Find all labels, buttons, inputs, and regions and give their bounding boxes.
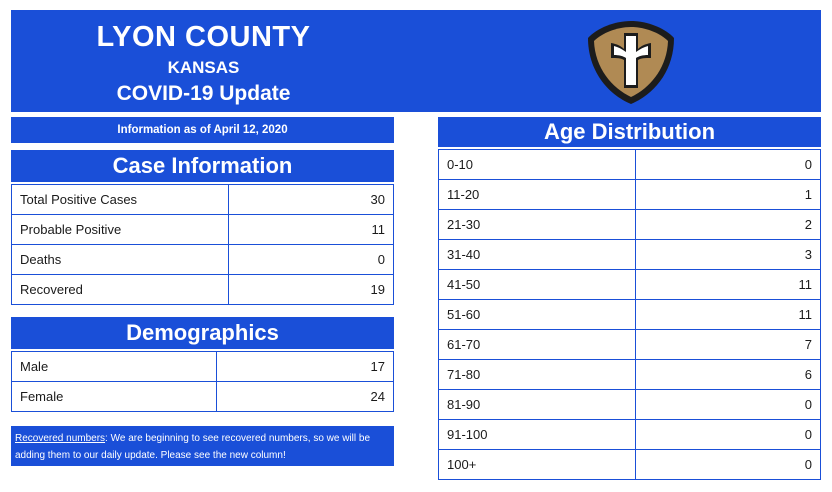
- case-label: Recovered: [12, 275, 229, 305]
- info-date-banner: Information as of April 12, 2020: [11, 117, 394, 143]
- recovered-note-link: Recovered numbers: [15, 433, 106, 444]
- table-row: [439, 390, 821, 420]
- demographic-value: 17: [217, 352, 394, 382]
- age-range-label: 0-10: [439, 150, 636, 180]
- age-range-label: 91-100: [439, 420, 636, 450]
- age-range-label: 71-80: [439, 360, 636, 390]
- table-row: [439, 210, 821, 240]
- table-row: [439, 450, 821, 480]
- county-title: LYON COUNTY: [96, 21, 311, 53]
- recovered-note-text: : We are beginning to see recovered numbers, so we will be adding them to our daily update. Please see the new column!: [15, 433, 371, 461]
- table-row: [439, 330, 821, 360]
- age-count-value: 11: [636, 300, 821, 330]
- age-count-value: 1: [636, 180, 821, 210]
- table-row: [439, 300, 821, 330]
- case-info-table: [11, 184, 394, 305]
- age-count-value: 0: [636, 420, 821, 450]
- demographics-table: [11, 351, 394, 412]
- update-title: COVID-19 Update: [116, 82, 291, 105]
- table-row: [439, 240, 821, 270]
- age-range-label: 31-40: [439, 240, 636, 270]
- demographics-title: Demographics: [11, 317, 394, 349]
- case-label: Total Positive Cases: [12, 185, 229, 215]
- case-label: Deaths: [12, 245, 229, 275]
- age-count-value: 2: [636, 210, 821, 240]
- age-count-value: 0: [636, 390, 821, 420]
- age-count-value: 0: [636, 450, 821, 480]
- case-label: Probable Positive: [12, 215, 229, 245]
- age-range-label: 100+: [439, 450, 636, 480]
- table-row: [12, 185, 394, 215]
- demographic-label: Male: [12, 352, 217, 382]
- age-count-value: 7: [636, 330, 821, 360]
- demographic-value: 24: [217, 382, 394, 412]
- case-value: 0: [229, 245, 394, 275]
- age-count-value: 6: [636, 360, 821, 390]
- shield-cross-icon: [585, 18, 677, 106]
- table-row: [439, 360, 821, 390]
- case-value: 19: [229, 275, 394, 305]
- state-title: KANSAS: [167, 58, 240, 77]
- table-row: [439, 150, 821, 180]
- case-value: 30: [229, 185, 394, 215]
- table-row: [12, 275, 394, 305]
- age-range-label: 21-30: [439, 210, 636, 240]
- age-range-label: 41-50: [439, 270, 636, 300]
- title-block: [11, 10, 396, 112]
- recovered-note: [11, 426, 394, 466]
- age-range-label: 81-90: [439, 390, 636, 420]
- table-row: [12, 245, 394, 275]
- age-range-label: 51-60: [439, 300, 636, 330]
- table-row: [439, 270, 821, 300]
- table-row: [439, 420, 821, 450]
- age-count-value: 3: [636, 240, 821, 270]
- table-row: [12, 215, 394, 245]
- age-distribution-title: Age Distribution: [438, 117, 821, 147]
- table-row: [12, 382, 394, 412]
- age-distribution-table: [438, 149, 821, 480]
- age-count-value: 11: [636, 270, 821, 300]
- age-range-label: 61-70: [439, 330, 636, 360]
- age-count-value: 0: [636, 150, 821, 180]
- case-info-title: Case Information: [11, 150, 394, 182]
- table-row: [439, 180, 821, 210]
- table-row: [12, 352, 394, 382]
- case-value: 11: [229, 215, 394, 245]
- age-range-label: 11-20: [439, 180, 636, 210]
- demographic-label: Female: [12, 382, 217, 412]
- header-banner: [11, 10, 821, 112]
